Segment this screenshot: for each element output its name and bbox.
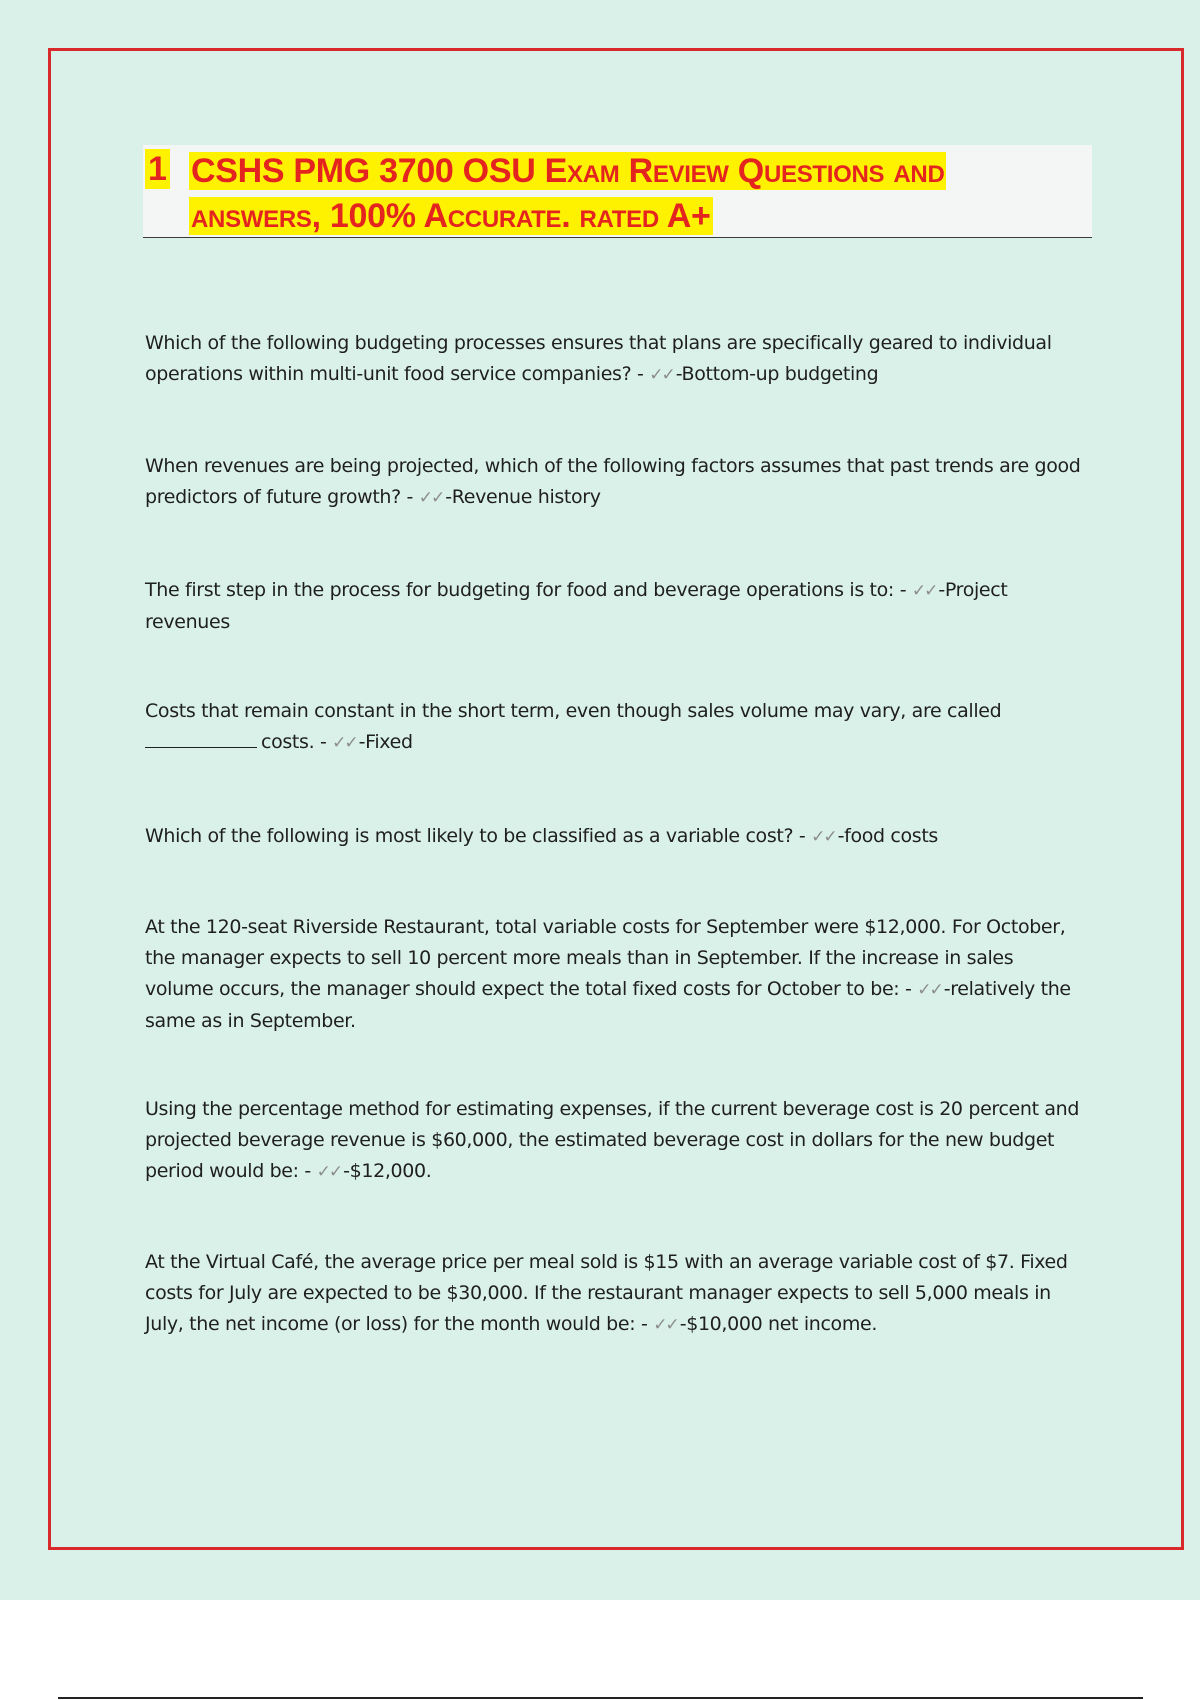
- double-check-icon: ✓✓: [332, 733, 357, 753]
- heading-text: [189, 149, 1089, 239]
- qa-item: [145, 1094, 1085, 1188]
- answer-prefix: -: [358, 731, 366, 753]
- separator: -: [298, 1160, 317, 1182]
- question-text: Which of the following is most likely to be classified as a variable cost?: [145, 825, 794, 847]
- answer-prefix: -: [943, 978, 951, 1000]
- separator: -: [899, 978, 918, 1000]
- qa-item: [145, 328, 1085, 391]
- question-text-after-blank: costs.: [261, 731, 315, 753]
- answer-prefix: -: [343, 1160, 350, 1182]
- question-text: At the 120-seat Riverside Restaurant, total variable costs for September were $12,000. For October, the manager expects to sell 10 percent more meals than in September. If the increase in sales volume occurs, the manager should expect the total fixed costs for October to be:: [145, 916, 1066, 1000]
- question-text: The first step in the process for budgeting for food and beverage operations is to:: [145, 579, 894, 601]
- answer-text: Bottom-up budgeting: [681, 363, 879, 385]
- question-text: At the Virtual Café, the average price per meal sold is $15 with an average variable cost of $7. Fixed costs for July are expected to be $30,000. If the restaurant manager expects to sell 5,000 meals in July, the net income (or loss) for the month would be:: [145, 1251, 1068, 1335]
- answer-prefix: -: [837, 825, 845, 847]
- answer-text: $12,000.: [349, 1160, 432, 1182]
- document-title: [143, 145, 1092, 238]
- separator: -: [793, 825, 812, 847]
- separator: -: [400, 486, 419, 508]
- answer-prefix: -: [938, 579, 945, 601]
- answer-prefix: -: [675, 363, 682, 385]
- separator: -: [894, 579, 912, 601]
- answer-text: relatively the same as in September.: [145, 978, 1071, 1032]
- separator: -: [635, 1313, 654, 1335]
- qa-item: [145, 575, 1085, 638]
- qa-item: [145, 912, 1085, 1037]
- fill-in-blank: [145, 729, 257, 748]
- double-check-icon: ✓✓: [316, 1162, 342, 1182]
- answer-prefix: -: [445, 486, 452, 508]
- qa-item: [145, 1247, 1085, 1341]
- double-check-icon: ✓✓: [917, 980, 942, 1000]
- separator: -: [631, 363, 650, 385]
- double-check-icon: ✓✓: [653, 1315, 678, 1335]
- separator: -: [314, 731, 333, 753]
- qa-item: [145, 451, 1085, 514]
- heading-line-1: CSHS PMG 3700 OSU Exam Review Questions and: [191, 152, 945, 190]
- heading-line-2: answers, 100% Accurate. rated A+: [191, 197, 711, 235]
- question-text: Costs that remain constant in the short term, even though sales volume may vary, are called: [145, 700, 1002, 722]
- answer-text: food costs: [844, 825, 938, 847]
- answer-text: Project revenues: [145, 579, 1008, 633]
- answer-text: Revenue history: [451, 486, 601, 508]
- answer-prefix: -: [679, 1313, 687, 1335]
- question-text: When revenues are being projected, which of the following factors assumes that past trends are good predictors of future growth?: [145, 455, 1081, 508]
- question-text: Which of the following budgeting processes ensures that plans are specifically geared to individual operations within multi-unit food service companies?: [145, 332, 1052, 385]
- footer-rule: [58, 1697, 1143, 1699]
- double-check-icon: ✓✓: [911, 581, 937, 601]
- double-check-icon: ✓✓: [811, 827, 836, 847]
- double-check-icon: ✓✓: [649, 365, 674, 385]
- question-text: Using the percentage method for estimating expenses, if the current beverage cost is 20 percent and projected beverage revenue is $60,000, the estimated beverage cost in dollars for the new budget period would be:: [145, 1098, 1080, 1182]
- qa-item: [145, 821, 1085, 853]
- qa-item: [145, 696, 1085, 759]
- answer-text: $10,000 net income.: [686, 1313, 878, 1335]
- answer-text: Fixed: [365, 731, 413, 753]
- double-check-icon: ✓✓: [418, 488, 444, 508]
- heading-number: 1: [145, 149, 170, 189]
